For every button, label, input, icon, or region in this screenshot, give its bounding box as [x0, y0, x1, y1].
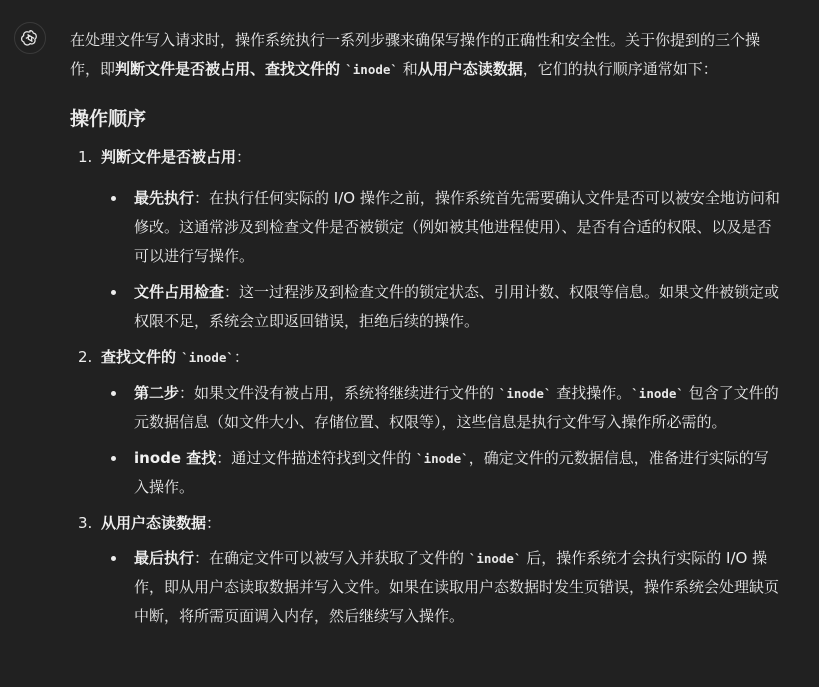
step-number: 1.: [78, 148, 93, 166]
intro-bold-2: 从用户态读数据: [417, 59, 523, 78]
step-colon: ：: [206, 514, 222, 532]
bullet-dot: [111, 290, 116, 295]
bullet-text: ：通过文件描述符找到文件的: [216, 449, 417, 467]
bullet-dot: [111, 456, 116, 461]
intro-bold-1: 判断文件是否被占用、查找文件的: [115, 59, 346, 78]
bullet-text: 查找操作。: [551, 384, 632, 402]
bullet-text: ：在执行任何实际的 I/O 操作之前，操作系统首先需要确认文件是否可以被安全地访问和修改。这通常涉及到检查文件是否被锁定（例如被其他进程使用）、是否有合适的权限、以及是否可以进行写操作。: [134, 189, 780, 265]
inline-code: `inode`: [468, 551, 522, 566]
step-title: 判断文件是否被占用: [101, 148, 237, 166]
step-1-bullet-2: [70, 278, 782, 336]
section-heading: 操作顺序: [70, 108, 147, 130]
step-number: 2.: [78, 348, 93, 366]
step-colon: ：: [236, 148, 252, 166]
step-3: [70, 509, 782, 537]
inline-code: `inode`: [631, 386, 684, 401]
bullet-text: ：如果文件没有被占用，系统将继续进行文件的: [179, 384, 499, 402]
step-1-bullet-1: [70, 184, 782, 271]
intro-paragraph: [70, 26, 782, 84]
step-2-bullet-2: [70, 444, 782, 502]
step-3-bullet-1: [70, 544, 782, 631]
bullet-dot: [111, 196, 116, 201]
intro-text-3: ，它们的执行顺序通常如下：: [522, 59, 718, 78]
openai-logo-icon: [20, 28, 40, 48]
bullet-label: 文件占用检查: [134, 283, 225, 301]
bullet-text: ：这一过程涉及到检查文件的锁定状态、引用计数、权限等信息。如果文件被锁定或权限不足，系统会立即返回错误，拒绝后续的操作。: [134, 283, 780, 330]
inline-code: `inode`: [416, 451, 469, 466]
bullet-dot: [111, 391, 116, 396]
inline-code: `inode`: [498, 386, 552, 401]
step-number: 3.: [78, 514, 93, 532]
assistant-avatar: [14, 22, 46, 54]
step-colon: ：: [233, 348, 249, 366]
step-title-code: `inode`: [181, 350, 234, 365]
bullet-text: 包含了文件的元数据信息（如文件大小、存储位置、权限等），这些信息是执行文件写入操作所必需的。: [134, 384, 779, 431]
bullet-dot: [111, 556, 116, 561]
bullet-label: 最后执行: [134, 549, 195, 567]
intro-code-inode: `inode`: [345, 61, 398, 77]
intro-text-2: 和: [397, 59, 418, 78]
step-title: 查找文件的: [101, 348, 182, 366]
step-2: [70, 343, 782, 372]
bullet-label: inode 查找: [134, 449, 217, 467]
bullet-label: 第二步: [134, 384, 180, 402]
assistant-message: [70, 26, 782, 631]
bullet-label: 最先执行: [134, 189, 195, 207]
step-2-bullet-1: [70, 379, 782, 437]
step-1: [70, 143, 782, 171]
bullet-text: ：在确定文件可以被写入并获取了文件的: [194, 549, 469, 567]
bullet-text: 后，操作系统才会执行实际的 I/O 操作，即从用户态读取数据并写入文件。如果在读取用户态数据时发生页错误，操作系统会处理缺页中断，将所需页面调入内存，然后继续写入操作。: [134, 549, 780, 625]
intro-text-1: 在处理文件写入请求时，操作系统执行一系列步骤来确保写操作的正确性和安全性。关于你提到的三个操作，即: [70, 31, 761, 78]
bullet-text: ，确定文件的元数据信息，准备进行实际的写入操作。: [134, 449, 769, 496]
step-title: 从用户态读数据: [101, 514, 207, 532]
